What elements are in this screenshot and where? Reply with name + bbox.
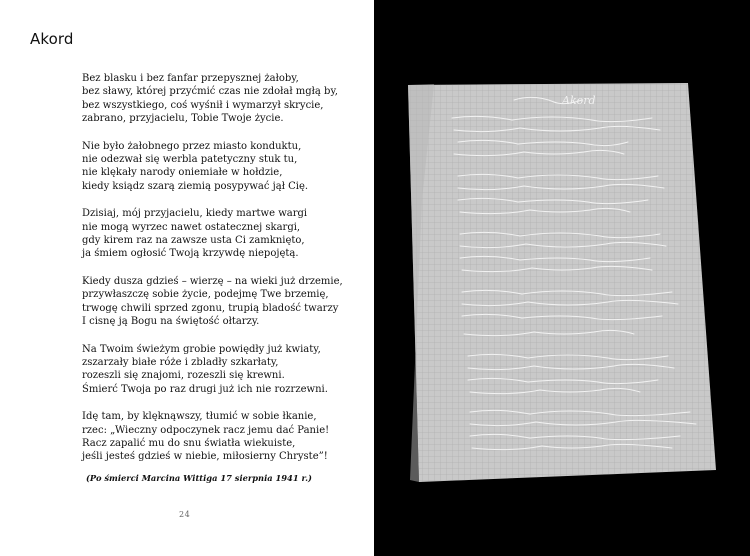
manuscript-photo	[374, 0, 750, 556]
poem-line: gdy kirem raz na zawsze usta Ci zamknięto,	[82, 235, 305, 247]
poem-title: Akord	[30, 30, 74, 48]
poem-line: I cisnę ją Bogu na świętość ołtarzy.	[82, 316, 260, 328]
poem-line: zszarzały białe róże i zbladły szkarłaty,	[82, 356, 279, 368]
stanza-4	[82, 275, 372, 329]
stanza-6	[82, 410, 372, 464]
poem-line: rzec: „Wieczny odpoczynek racz jemu dać Panie!	[82, 424, 330, 436]
poem-line: Kiedy dusza gdzieś – wierzę – na wieki już drzemie,	[82, 275, 343, 287]
poem-line: Śmierć Twoja po raz drugi już ich nie rozrzewni.	[82, 383, 328, 395]
poem-line: Na Twoim świeżym grobie powiędły już kwiaty,	[82, 343, 321, 355]
poem-body	[82, 72, 372, 478]
poem-line: Nie było żałobnego przez miasto konduktu,	[82, 140, 302, 152]
poem-line: Dzisiaj, mój przyjacielu, kiedy martwe wargi	[82, 208, 308, 220]
stanza-2	[82, 140, 372, 194]
poem-line: ja śmiem ogłosić Twoją krzywdę niepojętą.	[82, 248, 299, 260]
stanza-3	[82, 207, 372, 261]
poem-line: bez sławy, której przyćmić czas nie zdołał mgłą by,	[82, 86, 338, 98]
poem-line: Idę tam, by klęknąwszy, tłumić w sobie łkanie,	[82, 411, 317, 423]
poem-line: Racz zapalić mu do snu światła wiekuiste,	[82, 437, 296, 449]
poem-line: kiedy ksiądz szarą ziemią posypywać jął Cię.	[82, 180, 309, 192]
poem-line: bez wszystkiego, coś wyśnił i wymarzył skrycie,	[82, 99, 324, 111]
poem-line: nie klękały narody oniemiałe w hołdzie,	[82, 167, 283, 179]
stanza-1	[82, 72, 372, 126]
manuscript-heading: Akord	[562, 94, 596, 107]
poem-line: jeśli jesteś gdzieś w niebie, miłosierny Chryste”!	[82, 451, 328, 463]
dedication-footnote: (Po śmierci Marcina Wittiga 17 sierpnia 1941 r.)	[86, 473, 312, 483]
poem-line: nie mogą wyrzec nawet ostatecznej skargi,	[82, 221, 301, 233]
poem-line: rozeszli się znajomi, rozeszli się krewni.	[82, 370, 285, 382]
page-number: 24	[179, 510, 191, 519]
left-text-page	[0, 0, 374, 556]
poem-line: przywłaszczę sobie życie, podejmę Twe brzemię,	[82, 289, 329, 301]
poem-line: nie odezwał się werbla patetyczny stuk tu,	[82, 154, 298, 166]
poem-line: Bez blasku i bez fanfar przepysznej żałoby,	[82, 73, 299, 84]
stanza-5	[82, 343, 372, 397]
poem-line: zabrano, przyjacielu, Tobie Twoje życie.	[82, 113, 284, 125]
manuscript-photo-page	[374, 0, 750, 556]
poem-line: trwogę chwili sprzed zgonu, trupią bladość twarzy	[82, 302, 339, 314]
